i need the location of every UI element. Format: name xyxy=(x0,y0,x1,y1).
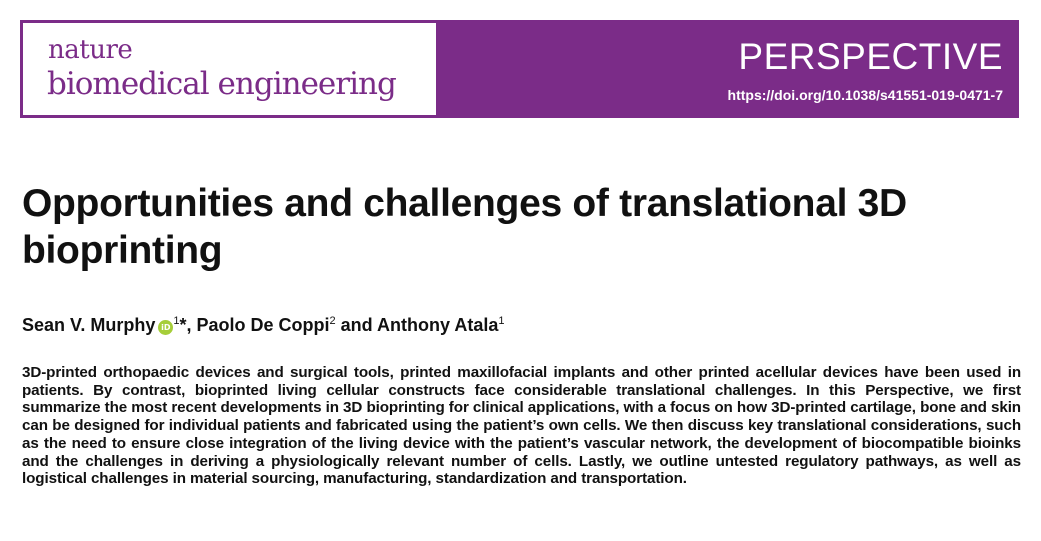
journal-banner xyxy=(20,20,1019,118)
author-name[interactable]: Sean V. Murphy xyxy=(22,315,156,335)
author-affiliation: 2 xyxy=(329,315,336,327)
author-affiliation: 1 xyxy=(498,315,505,327)
corresponding-author-marker: * xyxy=(179,315,187,335)
author-separator: , xyxy=(186,315,197,335)
article-type-label: PERSPECTIVE xyxy=(738,36,1003,77)
author-separator: and xyxy=(335,315,378,335)
journal-logo-name: biomedical engineering xyxy=(47,66,396,102)
author-affiliation: 1 xyxy=(173,315,180,327)
author-name[interactable]: Anthony Atala xyxy=(377,315,499,335)
article-title: Opportunities and challenges of translational 3D bioprinting xyxy=(22,182,907,272)
journal-logo-nature: nature xyxy=(48,35,133,65)
article-abstract: 3D-printed orthopaedic devices and surgical tools, printed maxillofacial implants and other printed acellular devices have been used in patients. By contrast, bioprinted living cellular constructs face considerable translational challenges. In this Perspective, we first summarize the most recent developments in 3D bioprinting for clinical applications, with a focus on how 3D-printed cartilage, bone and skin can be designed for individual patients and fabricated using the patient’s own cells. We then discuss key translational considerations, such as the need to ensure close integration of the living device with the patient’s vascular network, the development of biocompatible bioinks and the challenges in deriving a physiologically relevant number of cells. Lastly, we outline untested regulatory pathways, as well as logistical challenges in material sourcing, manufacturing, standardization and transportation. xyxy=(22,364,1021,488)
author-list xyxy=(22,312,504,338)
journal-logo[interactable] xyxy=(23,23,436,115)
orcid-icon[interactable]: iD xyxy=(158,320,173,335)
doi-link[interactable]: https://doi.org/10.1038/s41551-019-0471-7 xyxy=(727,87,1003,103)
author-name[interactable]: Paolo De Coppi xyxy=(196,315,330,335)
